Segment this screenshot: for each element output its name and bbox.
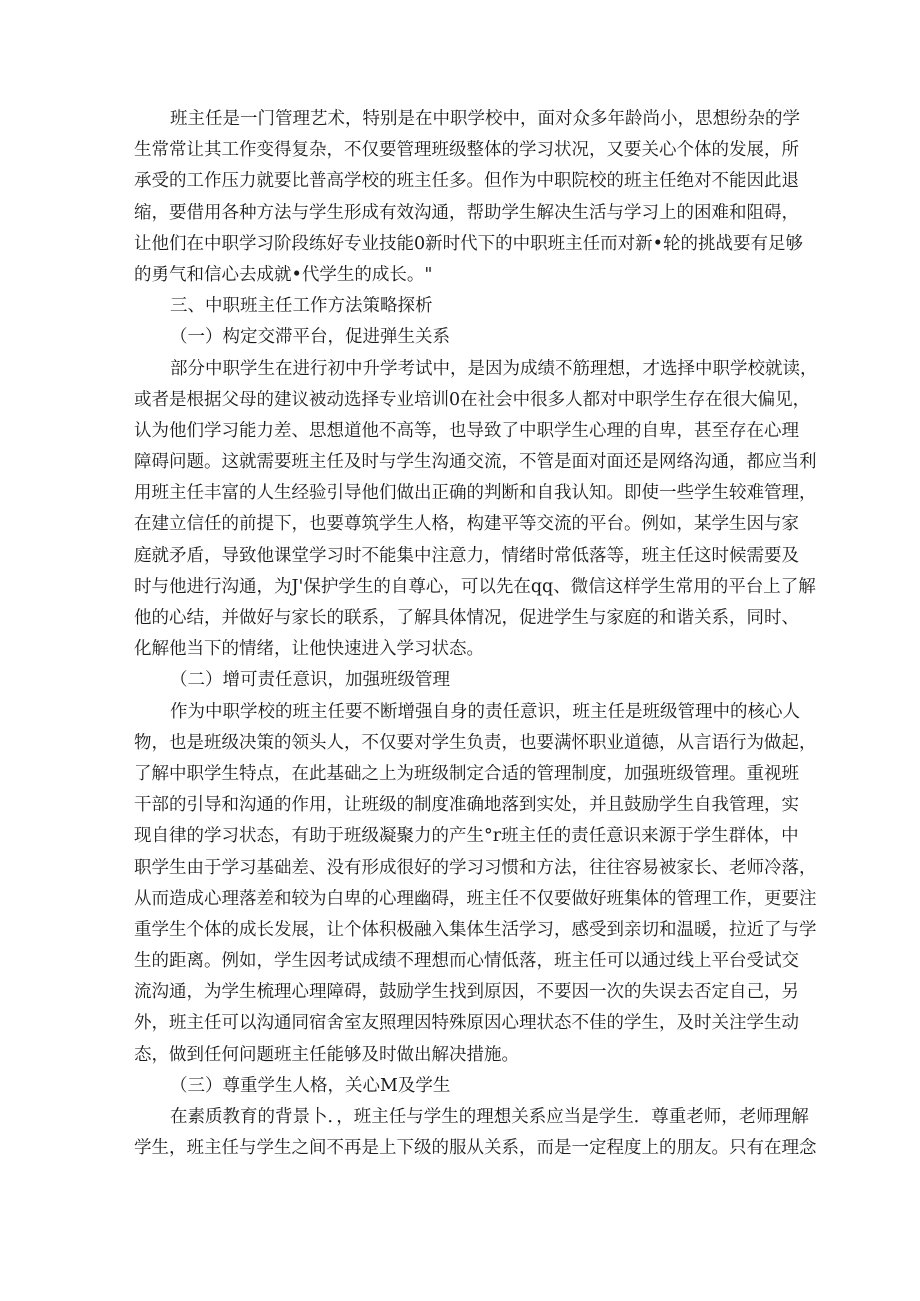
text-line: 部分中职学生在进行初中升学考试中，是因为成绩不筋理想，才选择中职学校就读， bbox=[170, 358, 818, 379]
text-line: 认为他们学习能力差、思想道他不高等，也导致了中职学生心理的自卑，甚至存在心理 bbox=[134, 420, 799, 441]
section-heading: 三、中职班主任工作方法策略探析 bbox=[170, 296, 433, 317]
paragraph-platform bbox=[134, 354, 818, 666]
text-line: 现自律的学习状态，有助于班级凝聚力的产生°r班主任的责任意识来源于学生群体，中 bbox=[134, 826, 799, 847]
subsection-heading: （三）尊重学生人格，关心M及学生 bbox=[170, 1075, 451, 1096]
text-line: 从而造成心理落差和较为白卑的心理幽碍，班主任不仅要做好班集体的管理工作，更要注 bbox=[134, 888, 817, 909]
text-line: 在建立信任的前提下，也要尊筑学生人格，构建平等交流的平台。例如，某学生因与家 bbox=[134, 514, 799, 535]
text-line: 态，做到任何问题班主任能够及时做出解决措施。 bbox=[134, 1044, 519, 1065]
text-line: 物，也是班级决策的领头人，不仅要对学生负责，也要满怀职业道德，从言语行为做起， bbox=[134, 732, 817, 753]
text-line: 障碍问题。这就需要班主任及时与学生沟通交流，不管是面对面还是网络沟通，都应当利 bbox=[134, 452, 817, 473]
paragraph-respect bbox=[134, 1102, 817, 1164]
text-line: 庭就矛盾，导致他课堂学习时不能集中注意力，情绪时常低落等，班主任这时候需要及 bbox=[134, 545, 799, 566]
text-line: 或者是根据父母的建议被动选择专业培训0在社会中很多人都对中职学生存在很大偏见， bbox=[134, 389, 811, 410]
text-line: 的勇气和信心去成就•代学生的成长。" bbox=[134, 264, 433, 285]
text-line: 职学生由于学习基础差、没有形成很好的学习习惯和方法，往往容易被家长、老师冷落， bbox=[134, 857, 817, 878]
text-line: 他的心结，并做好与家长的联系，了解具体情况，促进学生与家庭的和谐关系，同时、 bbox=[134, 608, 799, 628]
text-line: 缩，要借用各种方法与学生形成有效沟通，帮助学生解决生活与学习上的困难和阻碍， bbox=[134, 202, 799, 223]
subsection-heading: （一）构定交滞平台，促进弹生关系 bbox=[170, 327, 450, 348]
text-line: 承受的工作压力就要比普高学校的班主任多。但作为中职院校的班主任绝对不能因此退 bbox=[134, 171, 799, 192]
text-line: 了解中职学生特点，在此基础之上为班级制定合适的管理制度，加强班级管理。重视班 bbox=[134, 763, 799, 784]
text-line: 化解他当下的情绪，让他快速进入学习状态。 bbox=[134, 639, 484, 660]
document-page bbox=[134, 104, 818, 1164]
paragraph-responsibility bbox=[134, 697, 817, 1071]
text-line: 在素质教育的背景卜．，班主任与学生的理想关系应当是学生．尊重老师，老师理解 bbox=[170, 1107, 809, 1127]
text-line: 作为中职学校的班主任要不断增强自身的责任意识，班主任是班级管理中的核心人 bbox=[170, 701, 800, 722]
subsection-heading: （二）增可责任意识，加强班级管理 bbox=[170, 670, 450, 691]
text-line: 学生，班主任与学生之间不再是上下级的服从关系，而是一定程度上的朋友。只有在理念 bbox=[134, 1138, 817, 1159]
text-line: 生常常让其工作变得复杂，不仅要管理班级整体的学习状况，又要关心个体的发展，所 bbox=[134, 140, 799, 161]
text-line: 班主任是一门管理艺术，特别是在中职学校中，面对众多年龄尚小，思想纷杂的学 bbox=[170, 109, 800, 129]
text-line: 让他们在中职学习阶段练好专业技能0新时代下的中职班主任而对新•轮的挑战要有足够 bbox=[134, 233, 803, 254]
text-line: 重学生个体的成长发展，让个体积极融入集体生活学习，感受到亲切和温暖，拉近了与学 bbox=[134, 919, 817, 940]
text-line: 外，班主任可以沟通同宿舍室友照理因特殊原因心理状态不佳的学生，及时关注学生动 bbox=[134, 1013, 799, 1034]
text-line: 生的距离。例如，学生因考试成绩不理想而心情低落，班主任可以通过线上平台受试交 bbox=[134, 951, 799, 972]
text-line: 时与他进行沟通，为J'保护学生的自尊心，可以先在qq、微信这样学生常用的平台上了解 bbox=[134, 576, 816, 597]
text-line: 用班主任丰富的人生经验引导他们做出正确的判断和自我认知。即使一些学生较难管理， bbox=[134, 483, 817, 504]
text-line: 干部的引导和沟通的作用，让班级的制度准确地落到实处，并且鼓励学生自我管理，实 bbox=[134, 795, 799, 816]
paragraph-intro bbox=[134, 104, 803, 291]
text-line: 流沟通，为学生梳理心理障碍，鼓励学生找到原因，不要因一次的失误去否定自己，另 bbox=[134, 982, 799, 1003]
